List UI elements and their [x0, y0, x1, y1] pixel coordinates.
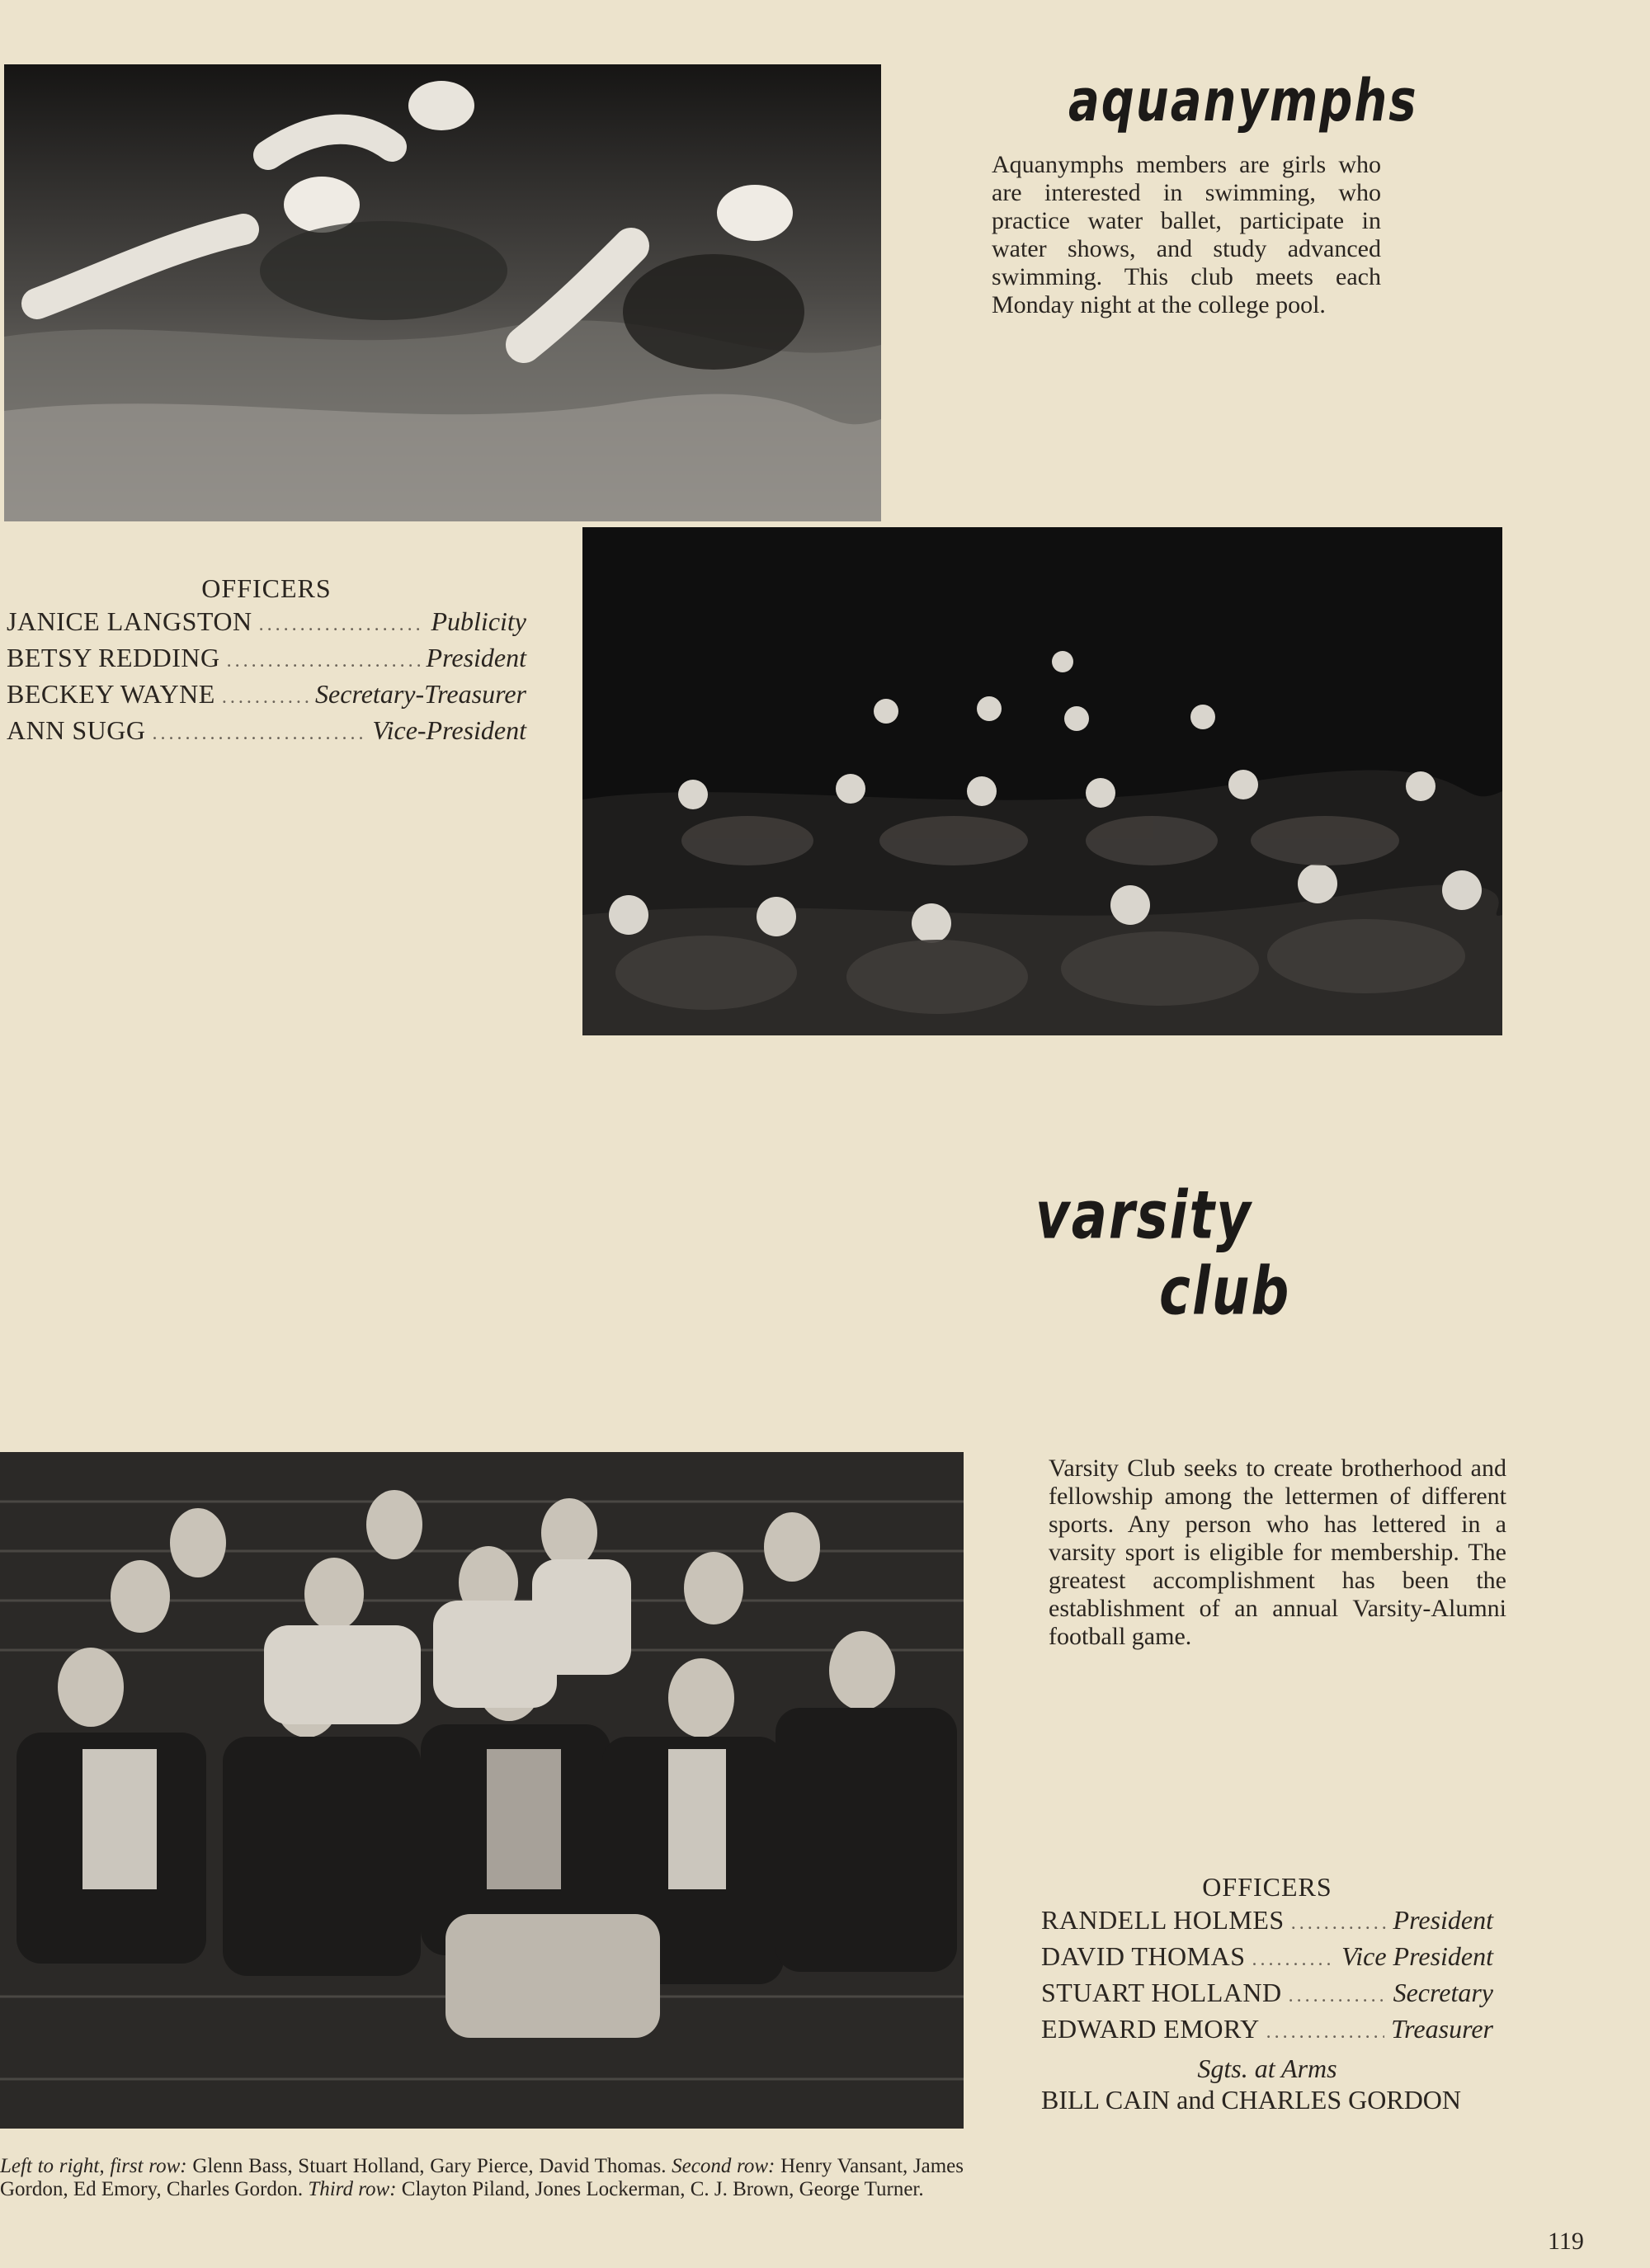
officer-name: ANN SUGG	[7, 715, 146, 745]
officer-title: Vice-President	[372, 715, 526, 745]
officer-title: Treasurer	[1391, 2014, 1493, 2044]
officer-title: Vice President	[1341, 1941, 1493, 1971]
officer-name: EDWARD EMORY	[1041, 2014, 1260, 2044]
caption-row-label: Left to right, first row:	[0, 2155, 187, 2177]
officer-row	[7, 605, 526, 641]
leader-dots	[227, 644, 420, 677]
aquanymphs-officers	[7, 572, 526, 750]
photo-aquanymphs-swimmers	[4, 64, 881, 521]
officer-row	[7, 677, 526, 714]
varsity-title-line2: club	[1159, 1254, 1291, 1331]
leader-dots	[1266, 2016, 1384, 2049]
officer-name: BETSY REDDING	[7, 643, 220, 672]
officer-title: Secretary	[1393, 1978, 1493, 2007]
varsity-officers	[1041, 1870, 1493, 2115]
aquanymphs-description: Aquanymphs members are girls who are interested in swimming, who practice water ballet, participate in water shows, and study advanced swimming. This club meets each Monday night at the college pool.	[992, 151, 1381, 318]
leader-dots	[152, 717, 365, 750]
officer-name: JANICE LANGSTON	[7, 606, 252, 636]
officer-name: DAVID THOMAS	[1041, 1941, 1246, 1971]
officer-title: President	[426, 643, 526, 672]
varsity-title-line1: varsity	[1035, 1178, 1252, 1255]
leader-dots	[1291, 1907, 1387, 1940]
officer-title: Secretary-Treasurer	[315, 679, 526, 709]
aquanymphs-title: aquanymphs	[1068, 68, 1418, 135]
leader-dots	[1289, 1979, 1387, 2012]
caption-row-names: Henry Vansant, James Gordon, Ed Emory, Charles Gordon.	[0, 2155, 964, 2200]
officer-row	[1041, 1940, 1493, 1976]
page-number: 119	[1548, 2228, 1584, 2255]
varsity-officers-heading: OFFICERS	[1202, 1872, 1332, 1902]
officer-title: President	[1393, 1905, 1493, 1935]
caption-row-names: Clayton Piland, Jones Lockerman, C. J. Brown, George Turner.	[401, 2178, 924, 2200]
leader-dots	[1252, 1943, 1336, 1976]
aquanymphs-officers-heading: OFFICERS	[201, 573, 332, 603]
caption-row-names: Glenn Bass, Stuart Holland, Gary Pierce, David Thomas.	[192, 2155, 667, 2177]
officer-row	[7, 714, 526, 750]
officer-row	[1041, 2012, 1493, 2049]
caption-row-label: Second row:	[672, 2155, 776, 2177]
officer-name: RANDELL HOLMES	[1041, 1905, 1285, 1935]
varsity-description: Varsity Club seeks to create brotherhood and fellowship among the lettermen of different sports. Any person who has lettered in a varsity sport is eligible for membership. The greatest accomplishment has been the establishment of an annual Varsity-Alumni football game.	[1049, 1455, 1506, 1650]
officer-row	[1041, 1976, 1493, 2012]
officer-row	[1041, 1903, 1493, 1940]
officer-title: Publicity	[431, 606, 526, 636]
sgts-at-arms-heading: Sgts. at Arms	[1197, 2053, 1337, 2083]
officer-row	[7, 641, 526, 677]
officer-name: STUART HOLLAND	[1041, 1978, 1282, 2007]
sgts-at-arms-names: BILL CAIN and CHARLES GORDON	[1041, 2085, 1462, 2115]
officer-name: BECKEY WAYNE	[7, 679, 215, 709]
leader-dots	[259, 608, 425, 641]
photo-aquanymphs-formation	[582, 527, 1502, 1035]
varsity-photo-caption	[0, 2155, 964, 2201]
caption-row-label: Third row:	[308, 2178, 397, 2200]
leader-dots	[222, 681, 309, 714]
photo-varsity-club-group	[0, 1452, 964, 2129]
